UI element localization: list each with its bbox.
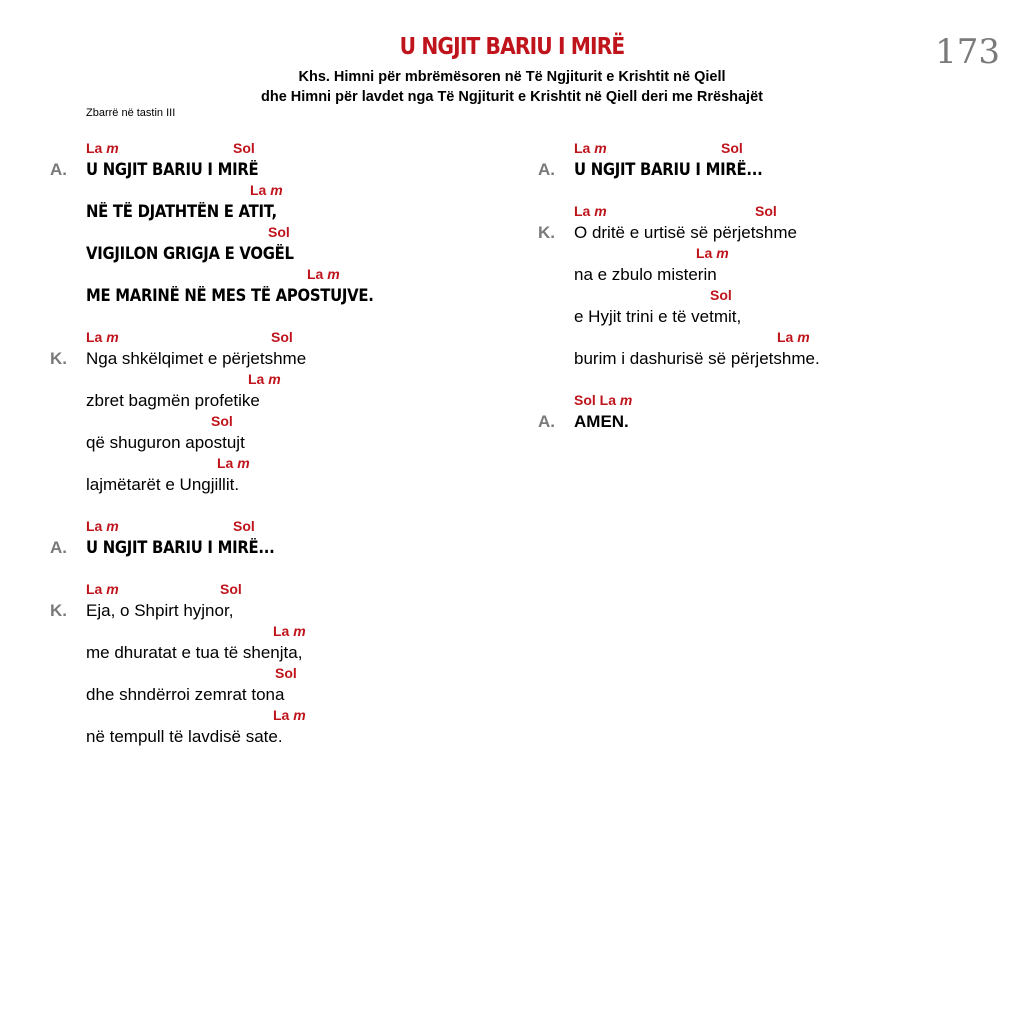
chord-sol: Sol bbox=[275, 665, 297, 681]
antiphon-marker: A. bbox=[538, 160, 555, 179]
stanza-antiphon-3 bbox=[538, 140, 820, 182]
verse-marker: K. bbox=[50, 601, 67, 620]
lyric-text: Nga shkëlqimet e përjetshme bbox=[86, 349, 307, 368]
chord-la-minor: La m bbox=[574, 140, 607, 156]
chord-la-minor: La m bbox=[777, 329, 810, 345]
lyric-line bbox=[50, 455, 406, 497]
antiphon-marker: A. bbox=[50, 160, 67, 179]
lyric-line bbox=[50, 329, 406, 371]
chord-sol: Sol bbox=[268, 224, 290, 240]
lyric-line bbox=[50, 413, 406, 455]
capo-instruction: Zbarrë në tastin III bbox=[86, 107, 176, 119]
lyric-text: burim i dashurisë së përjetshme. bbox=[574, 349, 820, 368]
lyric-line bbox=[50, 140, 406, 182]
lyric-text: zbret bagmën profetike bbox=[86, 391, 260, 410]
chord-sol: Sol bbox=[755, 203, 777, 219]
chord-la-minor: La m bbox=[86, 329, 119, 345]
left-column bbox=[50, 140, 406, 749]
chord-la-minor: La m bbox=[273, 623, 306, 639]
antiphon-marker: A. bbox=[50, 538, 67, 557]
subtitle-line-2: dhe Himni për lavdet nga Të Ngjiturit e Krishtit në Qiell deri me Rrëshajët bbox=[261, 89, 763, 105]
lyric-line bbox=[50, 371, 406, 413]
lyric-text: AMEN. bbox=[574, 412, 629, 431]
lyric-line bbox=[50, 665, 406, 707]
lyric-line bbox=[538, 392, 820, 434]
subtitle-line-1: Khs. Himni për mbrëmësoren në Të Ngjiturit e Krishtit në Qiell bbox=[298, 69, 726, 85]
lyric-line bbox=[50, 518, 406, 560]
page-number: 173 bbox=[935, 32, 1000, 72]
verse-marker: K. bbox=[50, 349, 67, 368]
chord-la-minor: La m bbox=[250, 182, 283, 198]
verse-marker: K. bbox=[538, 223, 555, 242]
stanza-amen bbox=[538, 392, 820, 434]
lyric-line bbox=[538, 329, 820, 371]
chord-sol: Sol bbox=[211, 413, 233, 429]
chord-la-minor: La m bbox=[86, 140, 119, 156]
lyric-text: NË TË DJATHTËN E ATIT, bbox=[86, 202, 277, 221]
lyric-text: na e zbulo misterin bbox=[574, 265, 717, 284]
lyric-line bbox=[50, 224, 406, 266]
lyric-text: në tempull të lavdisë sate. bbox=[86, 727, 283, 746]
chord-la-minor: La m bbox=[273, 707, 306, 723]
lyric-text: me dhuratat e tua të shenjta, bbox=[86, 643, 303, 662]
chord-sol: Sol bbox=[220, 581, 242, 597]
chord-la-minor: La m bbox=[217, 455, 250, 471]
lyric-text: O dritë e urtisë së përjetshme bbox=[574, 223, 797, 242]
lyric-line bbox=[50, 623, 406, 665]
chord-sol: Sol bbox=[721, 140, 743, 156]
lyric-text: U NGJIT BARIU I MIRË... bbox=[86, 538, 275, 557]
chord-sol-la-minor: Sol La m bbox=[574, 392, 633, 408]
lyric-text: dhe shndërroi zemrat tona bbox=[86, 685, 285, 704]
right-column bbox=[538, 140, 820, 434]
stanza-antiphon-1 bbox=[50, 140, 406, 308]
lyric-line bbox=[538, 245, 820, 287]
lyric-text: U NGJIT BARIU I MIRË... bbox=[574, 160, 763, 179]
chord-sol: Sol bbox=[233, 518, 255, 534]
lyric-text: e Hyjit trini e të vetmit, bbox=[574, 307, 742, 326]
chord-la-minor: La m bbox=[86, 518, 119, 534]
hymn-title: U NGJIT BARIU I MIRË bbox=[399, 34, 625, 60]
lyric-line bbox=[50, 707, 406, 749]
chord-la-minor: La m bbox=[248, 371, 281, 387]
chord-sol: Sol bbox=[710, 287, 732, 303]
stanza-antiphon-2 bbox=[50, 518, 406, 560]
lyric-line bbox=[50, 182, 406, 224]
lyric-text: VIGJILON GRIGJA E VOGËL bbox=[86, 244, 294, 263]
lyric-line bbox=[50, 581, 406, 623]
chord-la-minor: La m bbox=[696, 245, 729, 261]
chord-la-minor: La m bbox=[574, 203, 607, 219]
lyric-line bbox=[50, 266, 406, 308]
chord-sol: Sol bbox=[233, 140, 255, 156]
chord-la-minor: La m bbox=[307, 266, 340, 282]
lyric-text: ME MARINË NË MES TË APOSTUJVE. bbox=[86, 286, 374, 305]
antiphon-marker: A. bbox=[538, 412, 555, 431]
lyric-text: U NGJIT BARIU I MIRË bbox=[86, 160, 259, 179]
lyric-line bbox=[538, 287, 820, 329]
stanza-verse-2 bbox=[50, 581, 406, 749]
lyric-text: lajmëtarët e Ungjillit. bbox=[86, 475, 240, 494]
chord-sol: Sol bbox=[271, 329, 293, 345]
chord-la-minor: La m bbox=[86, 581, 119, 597]
lyric-line bbox=[538, 203, 820, 245]
lyric-text: që shuguron apostujt bbox=[86, 433, 245, 452]
stanza-verse-3 bbox=[538, 203, 820, 371]
lyric-text: Eja, o Shpirt hyjnor, bbox=[86, 601, 234, 620]
lyric-line bbox=[538, 140, 820, 182]
stanza-verse-1 bbox=[50, 329, 406, 497]
